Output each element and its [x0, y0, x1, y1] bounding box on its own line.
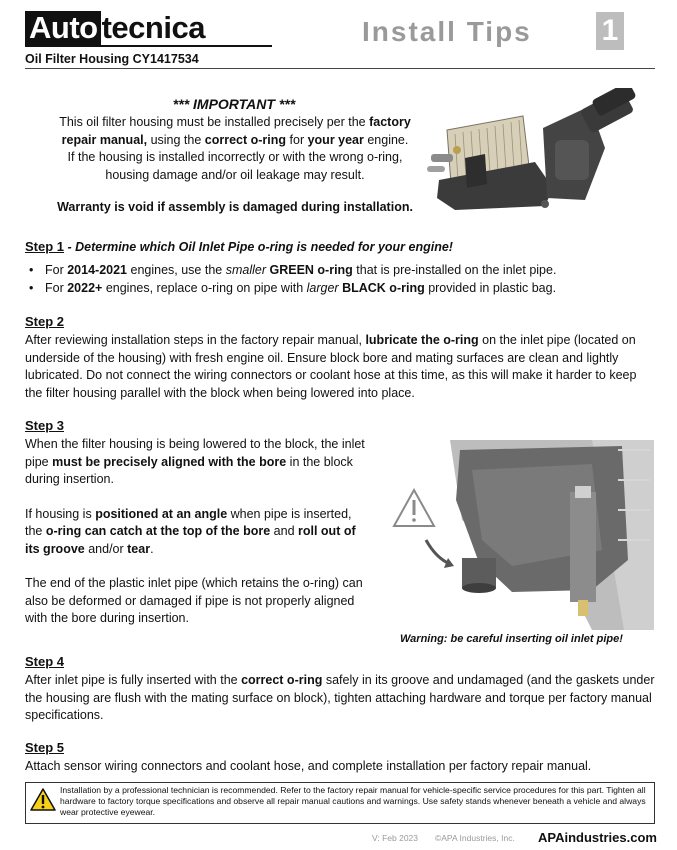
safety-notice-text: Installation by a professional technician is recommended. Refer to the factory repair manual for vehicle-specific service procedures for this part. Tighten all hardware to factory torque specifications and observe all repair manual cautions and warnings. Use safety stands whenever beneath a vehicle and always wear protective eyewear.: [60, 785, 646, 817]
oil-filter-housing-image: [425, 88, 655, 213]
step-4-heading: Step 4: [25, 654, 65, 669]
logo-auto: Auto: [25, 11, 101, 45]
step-2-heading: Step 2: [25, 314, 65, 329]
important-text: This oil filter housing must be installed precisely per the factory repair manual, using the correct o-ring for your year engine. If the housing is installed incorrectly or with the wrong o-ring, housing damage and/or oil leakage may result.: [59, 115, 411, 182]
step-5-heading: Step 5: [25, 740, 65, 755]
step-5: [25, 740, 657, 776]
header-divider: [25, 68, 655, 69]
step-2-text: After reviewing installation steps in the factory repair manual, lubricate the o-ring on the inlet pipe (located on underside of the housing) with fresh engine oil. Ensure block bore and mating surfaces are clean and lightly lubricated. Do not connect the wiring connectors or coolant hose at this time, as this will make it harder to keep the filter housing parallel with the block when being lowered into place.: [25, 333, 637, 400]
inlet-pipe-warning-image: [392, 440, 654, 630]
autotecnica-logo: [25, 10, 205, 46]
install-tips-title: Install Tips: [362, 16, 532, 47]
logo-underline: [25, 45, 272, 47]
footer-website: APAindustries.com: [538, 830, 657, 845]
step-3: [25, 418, 370, 628]
step-2: [25, 314, 657, 402]
step-3-para-2: If housing is positioned at an angle when pipe is inserted, the o-ring can catch at the top of the bore and roll out of its groove and/or tear.: [25, 506, 356, 556]
footer-copyright: ©APA Industries, Inc.: [435, 833, 515, 843]
step-1-list: [25, 261, 655, 297]
warning-icon: [30, 788, 56, 811]
list-item: • For 2014-2021 engines, use the smaller GREEN o-ring that is pre-installed on the inlet pipe.: [25, 261, 655, 279]
page-number-badge: 1: [596, 12, 624, 50]
step-1-subheading: - Determine which Oil Inlet Pipe o-ring is needed for your engine!: [64, 240, 453, 254]
step-3-para-1: When the filter housing is being lowered to the block, the inlet pipe must be precisely aligned with the bore in the block during insertion.: [25, 437, 365, 486]
image-caption: Warning: be careful inserting oil inlet pipe!: [400, 633, 623, 645]
logo-tecnica: tecnica: [101, 10, 205, 45]
step-3-para-3: The end of the plastic inlet pipe (which retains the o-ring) can also be deformed or damaged if pipe is not properly aligned with the bore during insertion.: [25, 576, 363, 625]
step-3-heading: Step 3: [25, 418, 65, 433]
step-1: [25, 238, 655, 297]
step-4-text: After inlet pipe is fully inserted with the correct o-ring safely in its groove and undamaged (and the gaskets under the housing are flush with the mating surface on block), tighten attaching hardware and torque per factory manual specifications.: [25, 673, 655, 722]
product-subtitle: Oil Filter Housing CY1417534: [25, 52, 199, 66]
important-title: *** IMPORTANT ***: [172, 96, 296, 112]
step-5-text: Attach sensor wiring connectors and coolant hose, and complete installation per factory repair manual.: [25, 759, 592, 773]
warranty-warning: Warranty is void if assembly is damaged during installation.: [57, 200, 413, 214]
footer-version: V: Feb 2023: [372, 833, 418, 843]
step-1-heading: Step 1: [25, 239, 65, 254]
list-item: • For 2022+ engines, replace o-ring on pipe with larger BLACK o-ring provided in plastic bag.: [25, 279, 655, 297]
step-4: [25, 654, 657, 725]
